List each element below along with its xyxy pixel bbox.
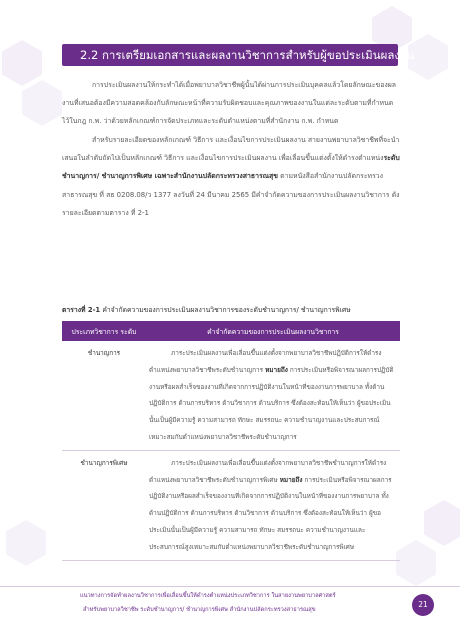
paragraph-2-emphasis: ระดับชำนาญการ/ ชำนาญการพิเศษ เฉพาะสำนักงานปลัดกระทรวงสาธารณสุข	[62, 154, 400, 181]
table-caption-text: คำจำกัดความของการประเมินผลงานวิชาการของระดับชำนาญการ/ ชำนาญการพิเศษ	[100, 306, 351, 314]
row-level: ชำนาญการ	[62, 341, 146, 450]
paragraph-1-text: การประเมินผลงานให้กระทำได้เมื่อพยาบาลวิชาชีพผู้นั้นได้ผ่านการประเมินบุคคลแล้วโดยลักษณะของผลงานที่เสนอต้องมีความสอดคล้องกับลักษณะหน้าที่ความรับผิดชอบและคุณภาพของงานในแต่ละระดับตามที่กำหนดไว้ในกฎ ก.พ. ว่าด้วยหลักเกณฑ์การจัดประเภทและระดับตำแหน่งตามที่สำนักงาน ก.พ. กำหนด	[62, 81, 396, 126]
hexagon-decoration	[2, 40, 42, 86]
table-row	[62, 341, 400, 450]
hexagon-decoration	[396, 540, 436, 586]
row-definition-c: การประเมินหรือพิจารณาผลการปฏิบัติงานหรือผลสำเร็จของงานที่เกิดจากการปฏิบัติงานในหน้าที่ของงานการพยาบาล ทั้งด้านปฏิบัติการ ด้านการบริหาร ด้านวิชาการ ด้านบริการ ซึ่งต้องสะท้อนให้เห็นว่า ผู้ขอประเมินนั้นเป็นผู้มีความรู้ ความสามารถ ทักษะ สมรรถนะ ความชำนาญงานและประสบการณ์เหมาะสมกับตำแหน่งพยาบาลวิชาชีพระดับชำนาญการ	[149, 365, 394, 441]
hexagon-decoration	[6, 520, 46, 566]
paragraph-1	[62, 76, 400, 131]
row-definition-a: ภาระประเมินผลงานเพื่อเลื่อนขึ้นแต่งตั้งจากพยาบาลวิชาชีพชำนาญการให้ดำรงตำแหน่งพยาบาลวิชาชีพระดับชำนาญการพิเศษ	[149, 458, 387, 484]
section-title: 2.2 การเตรียมเอกสารและผลงานวิชาการสำหรับผู้ขอประเมินผลงาน	[80, 48, 415, 62]
table-header-definition: คำจำกัดความของการประเมินผลงานวิชาการ	[146, 321, 400, 341]
row-definition-keyword: หมายถึง	[265, 365, 288, 374]
page-number: 21	[412, 594, 434, 616]
row-level: ชำนาญการพิเศษ	[62, 450, 146, 560]
footer-divider	[0, 586, 460, 587]
table-caption-label: ตารางที่ 2-1	[62, 306, 101, 314]
footer-line-2: สำหรับพยาบาลวิชาชีพ ระดับชำนาญการ/ ชำนาญการพิเศษ สำนักงานปลัดกระทรวงสาธารณสุข	[83, 607, 316, 613]
paragraph-2	[62, 131, 400, 222]
table-header-level: ประเภทวิชาการ ระดับ	[62, 321, 146, 341]
paragraph-2-text-c: ตามหนังสือสำนักงานปลัดกระทรวงสาธารณสุข ที่ สธ 0208.08/ว 1377 ลงวันที่ 24 มีนาคม 2565 มีคำจำกัดความของการประเมินผลงานวิชาการ ดังรายละเอียดตามตาราง ที่ 2-1	[62, 172, 400, 217]
hexagon-decoration	[424, 500, 460, 546]
footer-line-1: แนวทางการจัดทำผลงานวิชาการเพื่อเลื่อนขึ้นให้ดำรงตำแหน่งประเภทวิชาการ ในสายงานพยาบาลศาสตร์	[80, 593, 336, 599]
table-caption	[62, 304, 351, 315]
definition-table	[62, 321, 400, 561]
table-row	[62, 450, 400, 560]
paragraph-2-text-a: สำหรับรายละเอียดของหลักเกณฑ์ วิธีการ และเงื่อนไขการประเมินผลงาน สายงานพยาบาลวิชาชีพที่จะนำเสนอในลำดับถัดไปเป็นหลักเกณฑ์ วิธีการ และเงื่อนไขการประเมินผลงาน เพื่อเลื่อนขึ้นแต่งตั้งให้ดำรงตำแหน่ง	[62, 136, 400, 163]
row-definition	[146, 450, 400, 560]
hexagon-decoration	[22, 80, 62, 126]
row-definition-keyword: หมายถึง	[279, 475, 303, 484]
row-definition-a: ภาระประเมินผลงานเพื่อเลื่อนขึ้นแต่งตั้งจากพยาบาลวิชาชีพปฏิบัติการให้ดำรงตำแหน่งพยาบาลวิชาชีพระดับชำนาญการ	[149, 349, 382, 374]
row-definition	[146, 341, 400, 450]
row-definition-c: การประเมินหรือพิจารณาผลการปฏิบัติงานหรือผลสำเร็จของงานที่เกิดจากการปฏิบัติงานในหน้าที่ของงานการพยาบาล ทั้งด้านปฏิบัติการ ด้านการบริหาร ด้านวิชาการ ด้านบริการ ซึ่งต้องสะท้อนให้เห็นว่า ผู้ขอประเมินนั้นเป็นผู้มีความรู้ ความสามารถ ทักษะ สมรรถนะ ความชำนาญงานและประสบการณ์สูงเหมาะสมกับตำแหน่งพยาบาลวิชาชีพระดับชำนาญการพิเศษ	[149, 475, 392, 551]
